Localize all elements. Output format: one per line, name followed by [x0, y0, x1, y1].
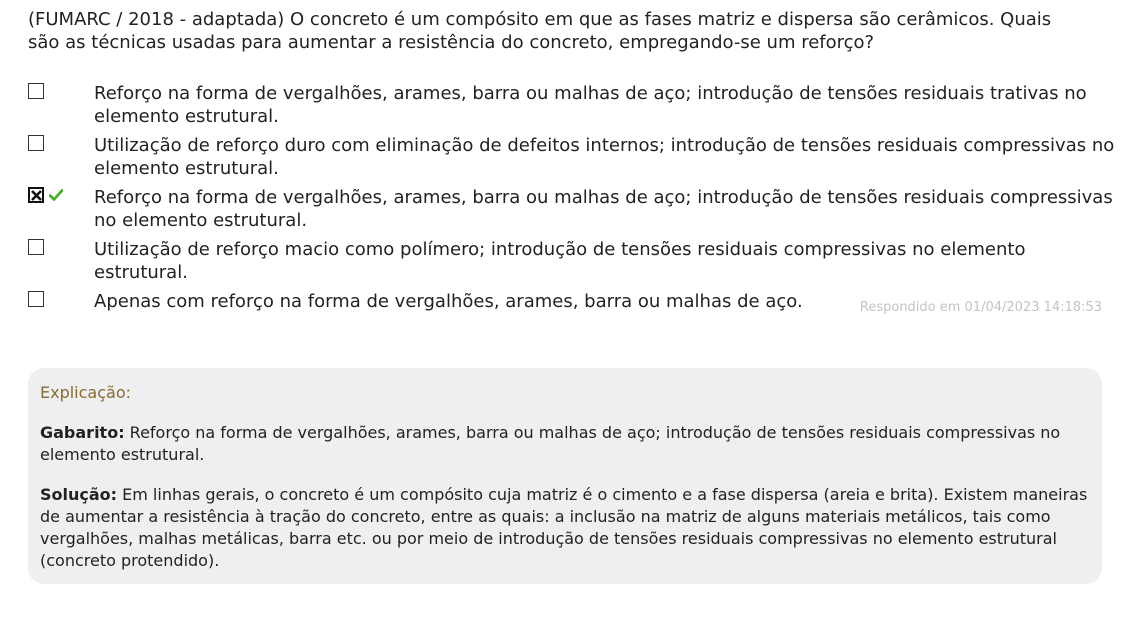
solucao-paragraph [40, 484, 1090, 572]
option-c-label: Reforço na forma de vergalhões, arames, barra ou malhas de aço; introdução de tensões residuais compressivas no elemento estrutural. [94, 187, 1113, 231]
gabarito-text: Reforço na forma de vergalhões, arames, barra ou malhas de aço; introdução de tensões residuais compressivas no elemento estrutural. [40, 423, 1061, 464]
option-d-label: Utilização de reforço macio como polímero; introdução de tensões residuais compressivas no elemento estrutural. [94, 239, 1026, 283]
explanation-title: Explicação: [40, 383, 132, 402]
option-b-label: Utilização de reforço duro com eliminação de defeitos internos; introdução de tensões residuais compressivas no elemento estrutural. [94, 135, 1115, 179]
option-a[interactable] [28, 82, 1118, 128]
gabarito-label: Gabarito: [40, 423, 125, 442]
option-a-label: Reforço na forma de vergalhões, arames, barra ou malhas de aço; introdução de tensões residuais trativas no elemento estrutural. [94, 83, 1087, 127]
option-c[interactable] [28, 186, 1118, 232]
checkbox-e[interactable] [28, 291, 44, 307]
solucao-text: Em linhas gerais, o concreto é um compósito cuja matriz é o cimento e a fase dispersa (areia e brita). Existem maneiras de aumentar a resistência à tração do concreto, entre as quais: a inclusão na matriz de alguns materiais metálicos, tais como vergalhões, malhas metálicas, barra etc. ou por meio de introdução de tensões residuais compressivas no elemento estrutural (concreto protendido). [40, 485, 1088, 570]
checkbox-b[interactable] [28, 135, 44, 151]
option-d[interactable] [28, 238, 1118, 284]
checkbox-c-checked[interactable] [28, 187, 44, 203]
question-text: (FUMARC / 2018 - adaptada) O concreto é um compósito em que as fases matriz e dispersa são cerâmicos. Quais são as técnicas usadas para aumentar a resistência do concreto, empregando-se um reforço? [28, 9, 1052, 53]
option-e-label: Apenas com reforço na forma de vergalhões, arames, barra ou malhas de aço. [94, 291, 803, 312]
checkbox-d[interactable] [28, 239, 44, 255]
option-b[interactable] [28, 134, 1118, 180]
explanation-panel [28, 368, 1102, 584]
answer-options [28, 82, 1118, 319]
solucao-label: Solução: [40, 485, 118, 504]
x-checkbox-icon [31, 190, 42, 201]
answered-timestamp: Respondido em 01/04/2023 14:18:53 [859, 300, 1102, 315]
gabarito-paragraph [40, 422, 1090, 466]
checkbox-a[interactable] [28, 83, 44, 99]
green-check-icon [49, 189, 63, 201]
